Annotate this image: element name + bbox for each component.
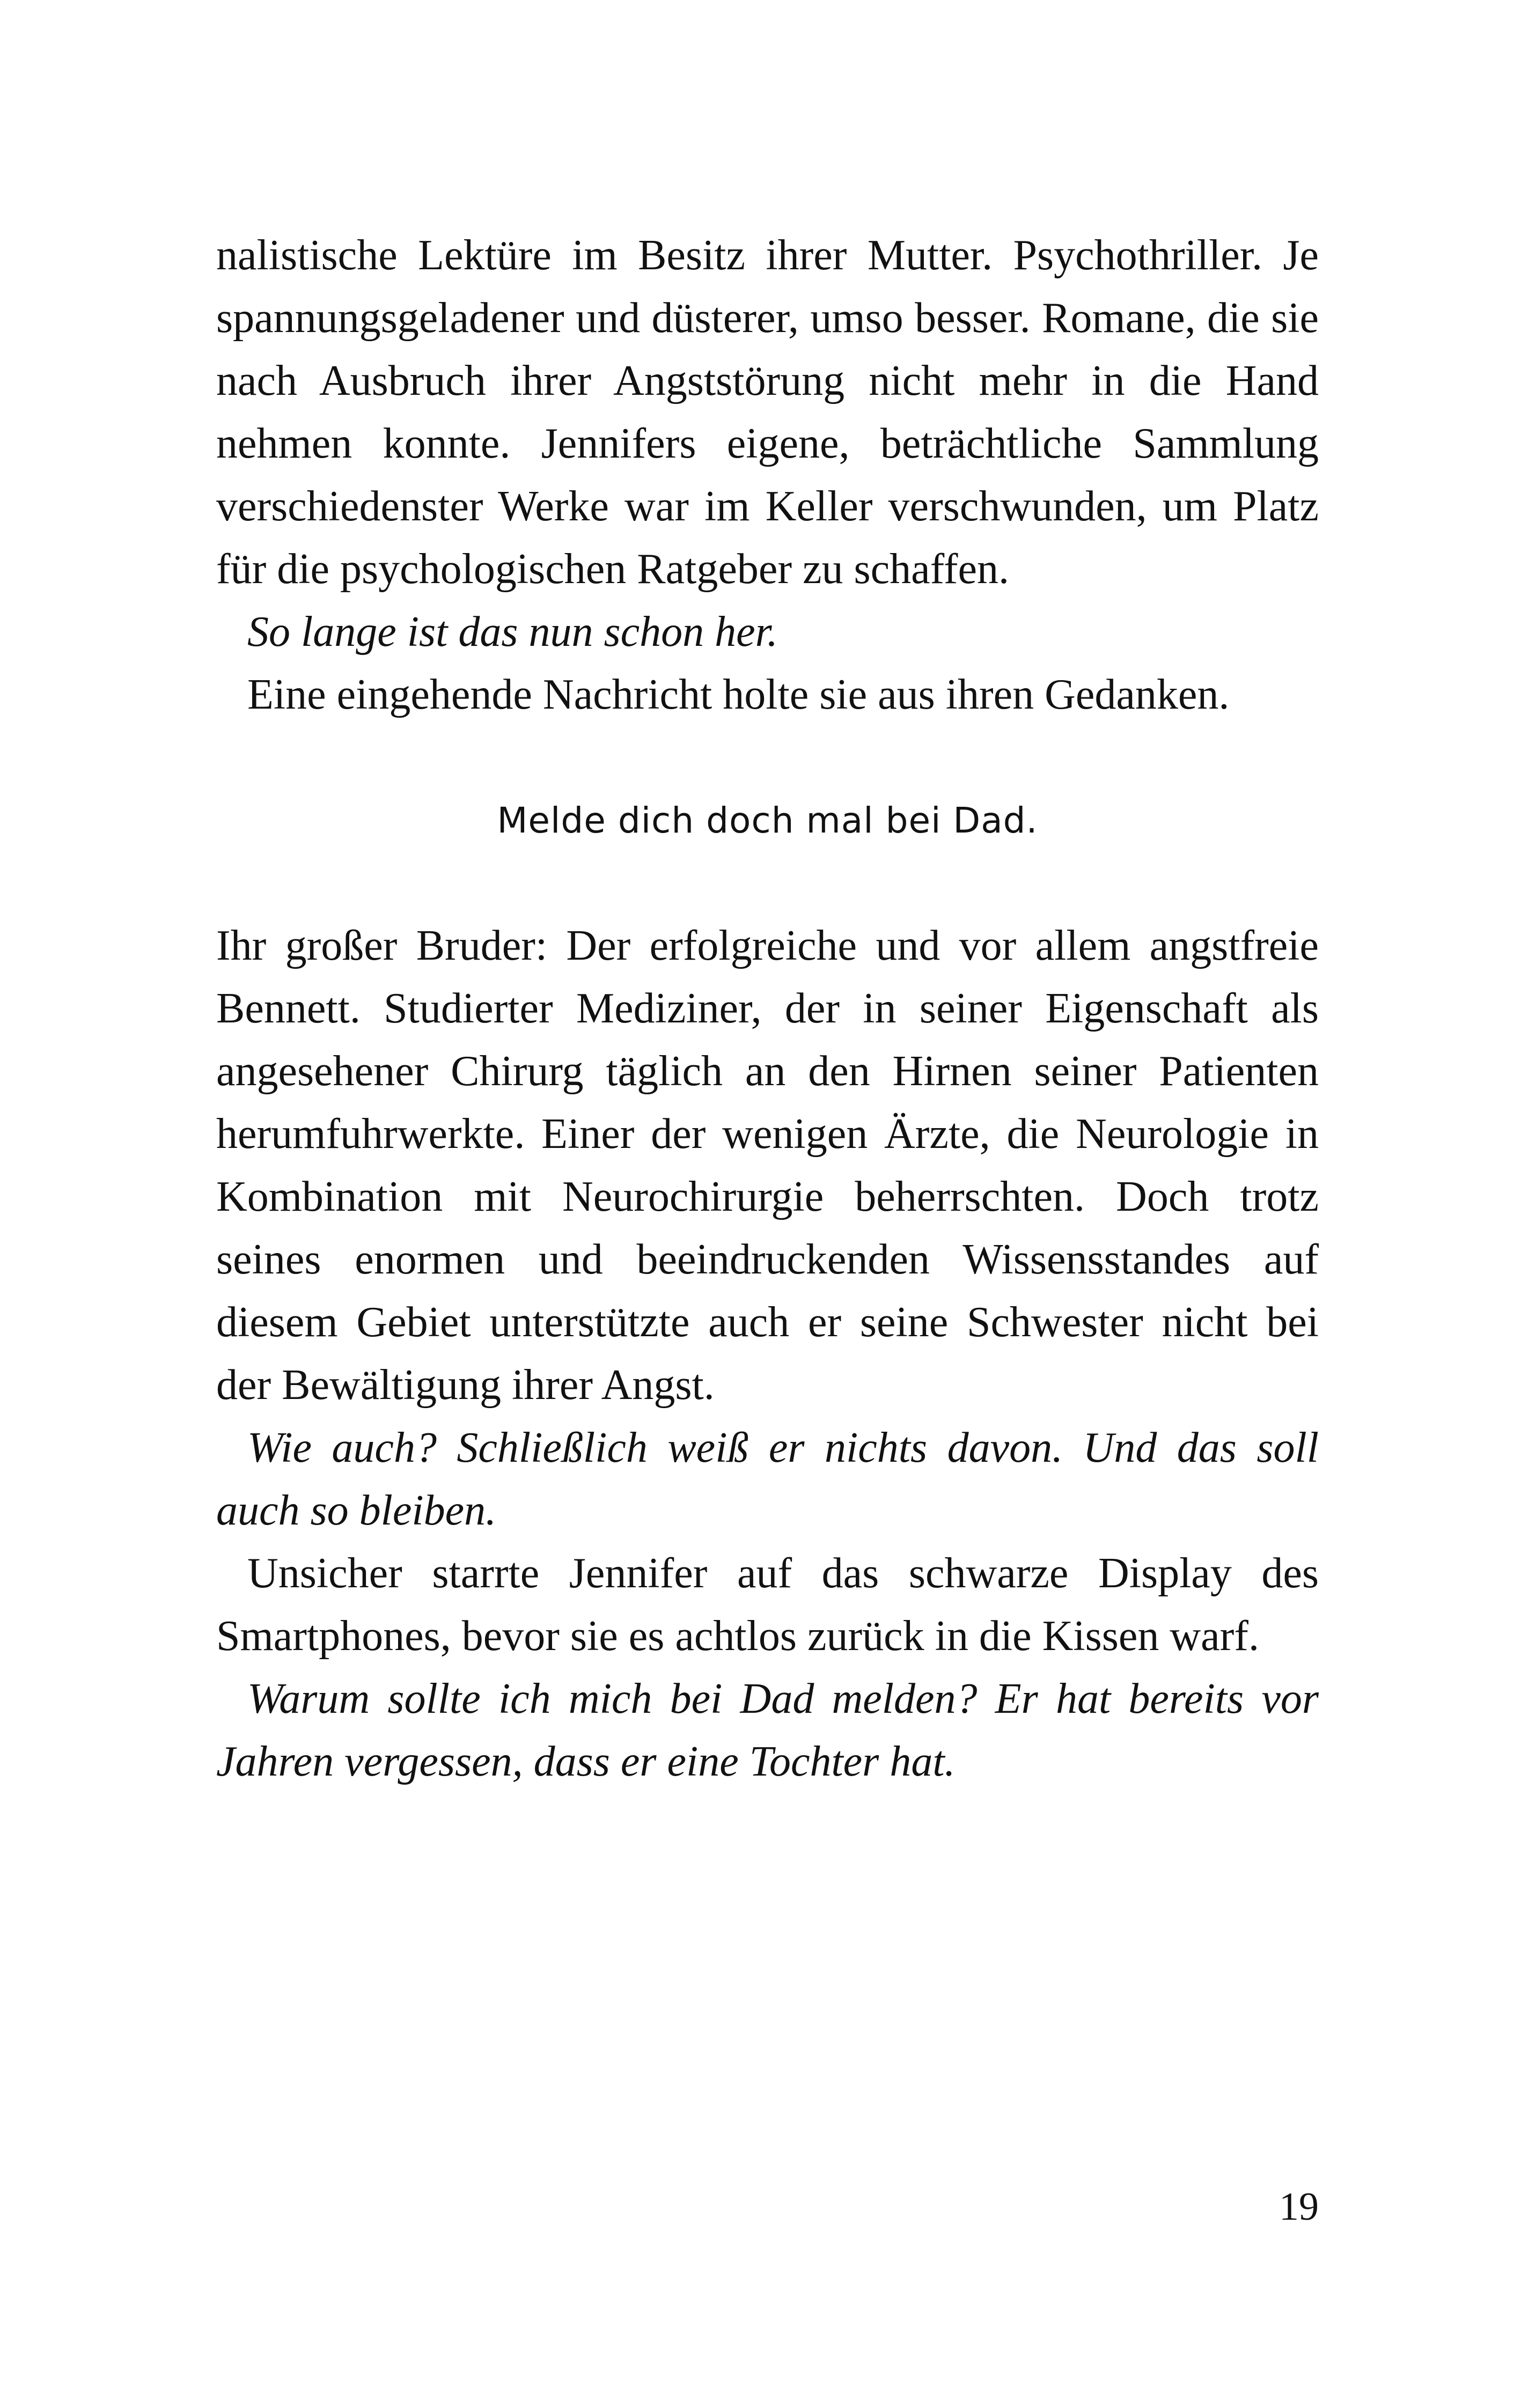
- italic-thought: Wie auch? Schließlich weiß er nichts davon. Und das soll auch so bleiben.: [216, 1424, 1319, 1534]
- italic-thought: So lange ist das nun schon her.: [247, 608, 778, 656]
- text-message: Melde dich doch mal bei Dad.: [497, 800, 1038, 841]
- paragraph: nalistische Lektüre im Besitz ihrer Mutter. Psychothriller. Je spannungsgeladener und düsterer, umso besser. Romane, die sie nach Ausbruch ihrer Angststörung nicht mehr in die Hand nehmen konnte. Jennifers eigene, beträchtliche Sammlung verschiedenster Werke war im Keller verschwunden, um Platz für die psychologischen Ratgeber zu schaffen.: [216, 232, 1319, 593]
- paragraph: Unsicher starrte Jennifer auf das schwarze Display des Smartphones, bevor sie es achtlos zurück in die Kissen warf.: [216, 1550, 1319, 1660]
- paragraph: Eine eingehende Nachricht holte sie aus ihren Gedanken.: [247, 671, 1230, 718]
- page-number: 19: [1279, 2185, 1319, 2229]
- italic-thought: Warum sollte ich mich bei Dad melden? Er hat bereits vor Jahren vergessen, dass er eine Tochter hat.: [216, 1675, 1319, 1785]
- body-text: [216, 224, 1319, 1793]
- paragraph: Ihr großer Bruder: Der erfolgreiche und vor allem angstfreie Bennett. Studierter Mediziner, der in seiner Eigenschaft als angesehener Chirurg täglich an den Hirnen seiner Patienten herumfuhrwerkte. Einer der wenigen Ärzte, die Neurologie in Kombination mit Neurochirurgie beherrschten. Doch trotz seines enormen und beeindruckenden Wissensstandes auf diesem Gebiet unterstützte auch er seine Schwester nicht bei der Bewältigung ihrer Angst.: [216, 922, 1319, 1409]
